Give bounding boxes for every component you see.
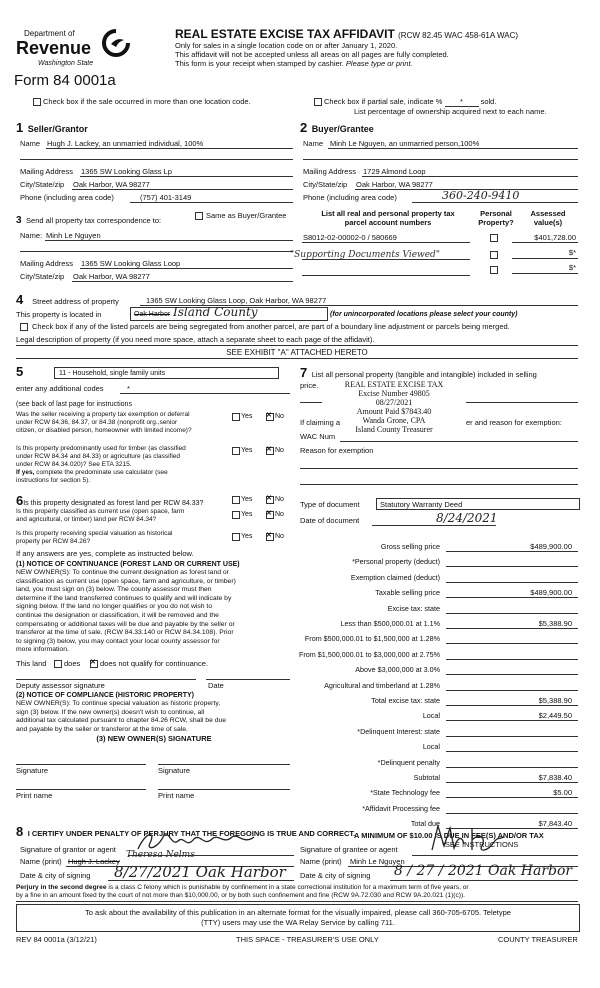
property-street[interactable]: 1365 SW Looking Glass Loop, Oak Harbor, WA 98277 [146, 296, 327, 305]
alternate-format-text: To ask about the availability of this publication in an alternate format for the visually impaired, please call 360-705-6705. Teletype (TTY) users may use the WA Relay Service by calling 711. [85, 908, 511, 927]
deputy-assessor-signature-label: Deputy assessor signature [16, 681, 105, 690]
certification-heading: 8 I CERTIFY UNDER PENALTY OF PERJURY THAT THE FOREGOING IS TRUE AND CORRECT. [16, 824, 356, 839]
seller-mailing[interactable]: 1365 SW Looking Glass Lp [81, 167, 172, 176]
tax-row-label: Above $3,000,000 at 3.0% [355, 665, 440, 675]
tax-row-line [446, 690, 578, 691]
land-qualifies-label: does [64, 659, 81, 668]
additional-codes[interactable]: * [127, 384, 130, 393]
timber-yes-checkbox[interactable] [232, 447, 240, 455]
form-number: Form 84 0001a [14, 72, 116, 89]
personal-property-checkbox-3[interactable] [490, 266, 498, 274]
personal-property-price-label: price. [300, 381, 319, 390]
new-owner-signature-title: (3) NEW OWNER(S) SIGNATURE [96, 734, 212, 743]
header-note-2: This affidavit will not be accepted unless all areas on all pages are fully completed. [175, 50, 449, 59]
supporting-documents-stamp: "Supporting Documents Viewed" [290, 250, 440, 260]
additional-codes-label: enter any additional codes [16, 384, 104, 393]
multi-location-checkbox[interactable] [33, 98, 41, 106]
personal-property-heading: Personal Property? [478, 209, 514, 227]
personal-property-checkbox-2[interactable] [490, 251, 498, 259]
tax-row-line [446, 767, 578, 768]
tax-row-label: *Delinquent Interest: state [357, 726, 440, 736]
forest-yes-label: Yes [241, 496, 253, 503]
tax-row-line [446, 613, 578, 614]
parcel-heading: List all real and personal property tax parcel account numbers [321, 209, 455, 227]
assessed-value-2[interactable]: $* [568, 248, 576, 257]
notice-continuance-text: NEW OWNER(S): To continue the current designation as forest land or classification as current use (open space, farm and agriculture, or timber) land, you must sign on (3) below. The county assessor must then determine if the land transferred continues to qualify and will indicate by signing below. If the land no longer qualifies or you do not wish to continue the designation or classification, it will be removed and the compensating or additional taxes will be due and payable by the seller or transferor at the time of sale. (RCW 84.33.140 or RCW 84.34.108). Prior to signing (3) below, you may contact your local county assessor for more information. [16, 569, 236, 654]
location-struck-text: Oak Harbor [134, 311, 171, 318]
tax-row-value[interactable]: $2,449.50 [538, 711, 572, 721]
treasurer-receipt-stamp: REAL ESTATE EXCISE TAX Excise Number 49805 08/27/2021 Amount Paid $7843.40 Wanda Grone, CPA Island County Treasurer [344, 380, 444, 434]
grantor-name-label: Name (print) [20, 857, 62, 866]
claiming-exemption-tail: er and reason for exemption: [466, 418, 562, 427]
tax-row-label: Gross selling price [380, 542, 440, 551]
revision-number: REV 84 0001a (3/12/21) [16, 935, 97, 944]
tax-row-line [446, 659, 578, 660]
grantee-signature[interactable] [428, 822, 508, 856]
forest-no-label: No [275, 496, 284, 503]
tax-row-value[interactable]: $5.00 [553, 788, 572, 798]
see-back-note: (see back of last page for instructions [16, 401, 132, 408]
corr-name[interactable]: Minh Le Nguyen [46, 231, 101, 240]
this-land-label: This land [16, 659, 47, 668]
seller-phone[interactable]: (757) 401-3149 [140, 193, 192, 202]
tax-row-line [446, 643, 578, 644]
forest-no-checkbox[interactable] [266, 496, 274, 504]
multi-location-label: Check box if the sale occurred in more than one location code. [43, 97, 251, 106]
tax-row-label: Subtotal [413, 773, 440, 782]
exemption-question: Was the seller receiving a property tax exemption or deferral under RCW 84.36, 84.37, or 84.38 (nonprofit org.,senior citizen, or disabled person, homeowner with limited income)? [16, 411, 192, 434]
tax-row-label: *Delinquent penalty [377, 757, 440, 767]
historic-question: Is this property receiving special valuation as historical property per RCW 84.26? [16, 530, 173, 545]
timber-no-label: No [275, 447, 284, 454]
land-qualifies-checkbox[interactable] [54, 660, 62, 668]
unincorporated-note: (for unincorporated locations please select your county) [330, 311, 518, 318]
document-date[interactable]: 8/24/2021 [436, 511, 498, 525]
corr-mailing-label: Mailing Address [20, 259, 73, 268]
grantee-name-label: Name (print) [300, 857, 342, 866]
tax-row-line [446, 720, 578, 721]
grantor-signature-label: Signature of grantor or agent [20, 845, 116, 854]
legal-description-label: Legal description of property (if you need more space, attach a separate sheet to each page of the affidavit). [16, 335, 375, 344]
notice-continuance-title: (1) NOTICE OF CONTINUANCE (FOREST LAND OR CURRENT USE) [16, 561, 240, 568]
header-note-1: Only for sales in a single location code on or after January 1, 2020. [175, 41, 398, 50]
tax-row-line [446, 597, 578, 598]
exemption-no-checkbox[interactable] [266, 413, 274, 421]
tax-row-line [446, 628, 578, 629]
tax-row-label: Excise tax: state [387, 603, 440, 613]
tax-row-label: *State Technology fee [370, 788, 440, 798]
same-as-buyer-label: Same as Buyer/Grantee [206, 211, 287, 220]
location-county-handwritten: Island County [173, 305, 258, 319]
exemption-no-label: No [275, 413, 284, 420]
tax-row-label: *Personal property (deduct) [352, 557, 440, 567]
document-type: Statutory Warranty Deed [380, 500, 463, 509]
tax-row-label: Local [422, 742, 440, 752]
title-rcw-ref: (RCW 82.45 WAC 458-61A WAC) [398, 31, 519, 40]
dept-revenue: Revenue [16, 38, 92, 58]
current-use-yes-checkbox[interactable] [232, 511, 240, 519]
new-owner-signature-2[interactable]: Signature [158, 766, 191, 775]
grantor-name-struck: Hugh J. Lackey [68, 857, 120, 866]
buyer-phone-label: Phone (including area code) [303, 193, 397, 202]
seller-city-label: City/State/zip [20, 180, 65, 189]
tax-row-line [446, 674, 578, 675]
land-not-qualify-checkbox[interactable] [90, 660, 98, 668]
tax-row-line [446, 736, 578, 737]
tax-row-label: Local [422, 711, 440, 721]
tax-row-value[interactable]: $5,388.90 [538, 696, 572, 705]
grantee-date-city-label: Date & city of signing [300, 871, 371, 880]
timber-yes-label: Yes [241, 447, 253, 454]
assessed-value-3[interactable]: $* [568, 263, 576, 272]
new-owner-signature-1[interactable]: Signature [16, 766, 49, 775]
tax-row-label: Total excise tax: state [371, 696, 440, 705]
grantor-date-city[interactable]: 8/27/2021 Oak Harbor [114, 863, 286, 881]
seller-name-label: Name [20, 139, 41, 148]
partial-sale-checkbox[interactable] [314, 98, 322, 106]
corr-city-label: City/State/zip [20, 272, 65, 281]
buyer-name-label: Name [303, 139, 324, 148]
grantor-name-handwritten[interactable]: Theresa Nelms [126, 850, 195, 860]
grantee-name[interactable]: Minh Le Nguyen [350, 857, 405, 866]
tax-row-label: Total due [410, 819, 440, 829]
tax-row-label: Taxable selling price [375, 588, 440, 598]
tax-row-line [446, 751, 578, 752]
same-as-buyer-checkbox[interactable] [195, 212, 203, 220]
historic-yes-label: Yes [241, 533, 253, 540]
county-treasurer-label: COUNTY TREASURER [498, 935, 578, 944]
seller-mailing-label: Mailing Address [20, 167, 73, 176]
land-not-qualify-label: does not qualify for continuance. [100, 659, 208, 668]
land-use-code-select[interactable] [54, 367, 279, 379]
buyer-mailing-label: Mailing Address [303, 167, 356, 176]
notice-compliance-text: NEW OWNER(S): To continue special valuation as historic property, sign (3) below. If the new owner(s) doesn't wish to continue, all additional tax calculated pursuant to chapter 84.26 RCW, shall be due and payable by the seller or transferor at the time of sale. [16, 700, 227, 733]
forest-land-question: 6Is this property designated as forest land per RCW 84.33? [16, 493, 204, 508]
land-use-code: 11 - Household, single family units [59, 370, 166, 377]
tax-row-line [446, 797, 578, 798]
tax-row-line [446, 582, 578, 583]
tax-row-line [446, 551, 578, 552]
timber-question: Is this property predominantly used for timber (as classified under RCW 84.34 and 84.33) or agriculture (as classified under RCW 84.34.020)? See ETA 3215. If yes, complete the predominate use calculator (see instructions for section 5). [16, 445, 186, 484]
new-owner-print-name-2[interactable]: Print name [158, 791, 195, 800]
partial-sale-label: Check box if partial sale, indicate % * sold. [324, 97, 497, 106]
forest-yes-checkbox[interactable] [232, 496, 240, 504]
corr-name-label: Name: [20, 231, 43, 240]
current-use-no-checkbox[interactable] [266, 511, 274, 519]
tax-row-value[interactable]: $489,900.00 [530, 542, 572, 551]
exemption-reason-label: Reason for exemption [300, 446, 374, 455]
segregated-checkbox[interactable] [20, 323, 28, 331]
claiming-exemption-label: If claiming a [300, 418, 341, 427]
buyer-phone[interactable]: 360-240-9410 [442, 189, 520, 202]
treasurer-space-note: THIS SPACE - TREASURER'S USE ONLY [236, 935, 379, 944]
property-heading: 4 Street address of property [16, 292, 119, 307]
tax-row-label: From $1,500,000.01 to $3,000,000 at 2.75% [298, 649, 440, 659]
tax-row-value[interactable]: $7,843.40 [538, 819, 572, 829]
parcel-number-1[interactable]: S8012-02-00002-0 / 580669 [303, 233, 397, 242]
perjury-notice: Perjury in the second degree is a class C felony which is punishable by confinement in a state correctional institution for a maximum term of five years, or by a fine in an amount fixed by the court of not more than $10,000.00, or by both such confinement and fine (RCW 9A.72.030 and RCW 9A.20.021 (1)(c)). [16, 884, 469, 899]
if-yes-note: If any answers are yes, complete as instructed below. [16, 549, 194, 558]
historic-yes-checkbox[interactable] [232, 533, 240, 541]
segregated-label: Check box if any of the listed parcels are being segregated from another parcel, are part of a boundary line adjustment or parcels being merged. [32, 322, 510, 331]
tax-row-label: Less than $500,000.01 at 1.1% [340, 619, 440, 628]
current-use-no-label: No [275, 511, 284, 518]
dept-state: Washington State [38, 60, 94, 67]
new-owner-print-name-1[interactable]: Print name [16, 791, 53, 800]
revenue-logo-icon [102, 28, 130, 58]
wac-number-label: WAC Num [300, 432, 336, 441]
see-instructions-note: *SEE INSTRUCTIONS [442, 840, 519, 849]
timber-no-checkbox[interactable] [266, 447, 274, 455]
tax-row-value[interactable]: $5,388.90 [538, 619, 572, 628]
buyer-name[interactable]: Minh Le Nguyen, an unmarried person,100% [330, 139, 480, 148]
grantee-signature-label: Signature of grantee or agent [300, 845, 398, 854]
current-use-yes-label: Yes [241, 511, 253, 518]
tax-row-line [446, 705, 578, 706]
page-title: REAL ESTATE EXCISE TAX AFFIDAVIT (RCW 82.45 WAC 458-61A WAC) [175, 27, 519, 41]
buyer-mailing[interactable]: 1729 Almond Loop [363, 167, 426, 176]
tax-row-line [446, 782, 578, 783]
personal-property-checkbox-1[interactable] [490, 234, 498, 242]
tax-row-label: *Affidavit Processing fee [362, 803, 440, 813]
document-type-label: Type of document [300, 500, 360, 509]
current-use-question: Is this property classified as current use (open space, farm and agricultural, or timber) land per RCW 84.34? [16, 508, 185, 523]
document-date-label: Date of document [300, 516, 360, 525]
seller-name[interactable]: Hugh J. Lackey, an unmarried individual, 100% [47, 139, 204, 148]
grantee-date-city[interactable]: 8 / 27 / 2021 Oak Harbor [394, 863, 573, 879]
assessed-value-heading: Assessed value(s) [530, 209, 566, 227]
legal-description[interactable]: SEE EXHIBIT "A" ATTACHED HERETO [226, 348, 368, 357]
personal-property-heading: 7 List all personal property (tangible and intangible) included in selling [300, 365, 537, 380]
seller-city[interactable]: Oak Harbor, WA 98277 [73, 180, 150, 189]
deputy-date-label: Date [208, 681, 224, 690]
tax-row-line [446, 566, 578, 567]
document-type-select[interactable] [376, 498, 580, 510]
buyer-city-label: City/State/zip [303, 180, 348, 189]
historic-no-checkbox[interactable] [266, 533, 274, 541]
property-location-label: This property is located in [16, 310, 102, 319]
notice-compliance-title: (2) NOTICE OF COMPLIANCE (HISTORIC PROPERTY) [16, 692, 194, 699]
exemption-yes-label: Yes [241, 413, 253, 420]
tax-row-value[interactable]: $489,900.00 [530, 588, 572, 598]
alternate-format-box [16, 904, 580, 932]
corr-city[interactable]: Oak Harbor, WA 98277 [73, 272, 150, 281]
property-location-select[interactable] [130, 307, 328, 321]
grantor-date-city-label: Date & city of signing [20, 871, 91, 880]
corr-mailing[interactable]: 1365 SW Looking Glass Loop [81, 259, 181, 268]
tax-row-label: From $500,000.01 to $1,500,000 at 1.28% [304, 634, 440, 644]
seller-heading: 1 Seller/Grantor [16, 120, 88, 135]
buyer-heading: 2 Buyer/Grantee [300, 120, 374, 135]
historic-no-label: No [275, 533, 284, 540]
assessed-value-1[interactable]: $401,728.00 [534, 233, 576, 242]
minimum-fee-note: A MINIMUM OF $10.00 IS DUE IN FEE(S) AND/OR TAX [354, 831, 544, 840]
sec5-number: 5 [16, 364, 24, 379]
tax-row-label: Agricultural and timberland at 1.28% [324, 680, 440, 690]
seller-phone-label: Phone (including area code) [20, 193, 114, 202]
tax-row-line [446, 813, 578, 814]
buyer-city[interactable]: Oak Harbor, WA 98277 [356, 180, 433, 189]
tax-row-label: Exemption claimed (deduct) [350, 572, 440, 582]
dept-line: Department of [24, 29, 75, 38]
correspondence-heading: 3 Send all property tax correspondence to: [16, 215, 162, 226]
partial-sale-note: List percentage of ownership acquired next to each name. [354, 107, 547, 116]
tax-row-value[interactable]: $7,838.40 [538, 773, 572, 782]
exemption-yes-checkbox[interactable] [232, 413, 240, 421]
header-note-3: This form is your receipt when stamped by cashier. Please type or print. [175, 59, 413, 68]
